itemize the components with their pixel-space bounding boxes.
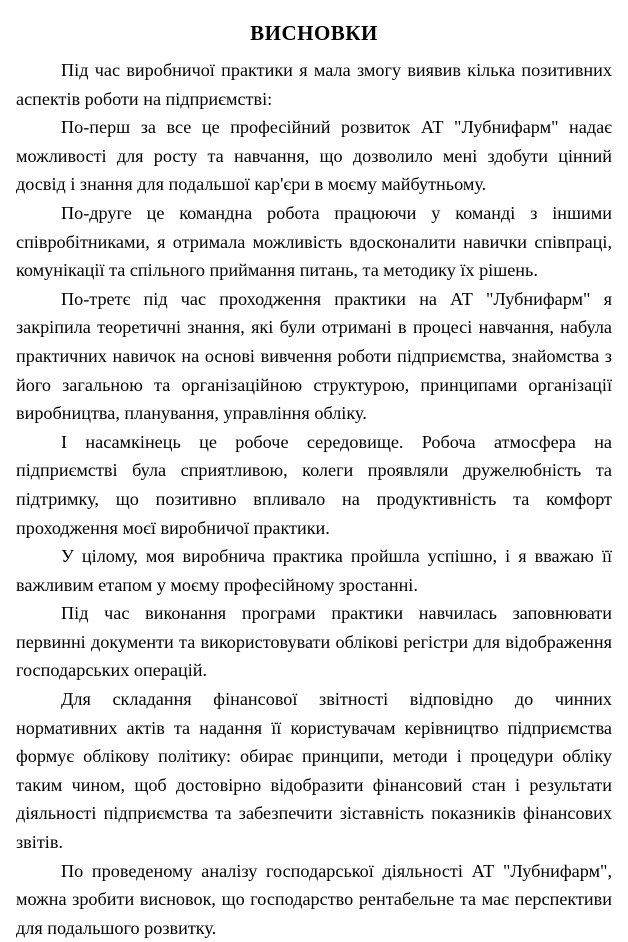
paragraph-summary: У цілому, моя виробнича практика пройшла успішно, і я вважаю її важливим етапом у моєму професійному зростанні. (16, 546, 612, 595)
paragraph-conclusion: По проведеному аналізу господарської діяльності АТ "Лубнифарм", можна зробити висновок, що господарство рентабельне та має перспективи для подальшого розвитку. (16, 860, 612, 938)
paragraph-accounting-policy: Для складання фінансової звітності відповідно до чинних нормативних актів та надання її користувачам керівництво підприємства формує облікову політику: обирає принципи, методи і процедури обліку таким чином, щоб достовірно відобразити фінансовий стан і результати діяльності підприємства та забезпечити зіставність показників фінансових звітів. (16, 689, 612, 853)
paragraph-professional-growth: По-перш за все це професійний розвиток АТ "Лубнифарм" надає можливості для росту та навчання, що дозволило мені здобути цінний досвід і знання для подальшої кар'єри в моєму майбутньому. (16, 117, 612, 195)
paragraph-environment: І насамкінець це робоче середовище. Робоча атмосфера на підприємстві була сприятливою, колеги проявляли дружелюбність та підтримку, що позитивно впливало на продуктивність та комфорт проходження моєї виробничої практики. (16, 431, 612, 538)
paragraph-intro: Під час виробничої практики я мала змогу виявив кілька позитивних аспектів роботи на підприємстві: (16, 60, 612, 109)
paragraph-knowledge: По-третє під час проходження практики на АТ "Лубнифарм" я закріпила теоретичні знання, які були отримані в процесі навчання, набула практичних навичок на основі вивчення роботи підприємства, знайомства з його загальною та організаційною структурою, принципами організації виробництва, планування, управління обліку. (16, 288, 612, 424)
paragraph-teamwork: По-друге це командна робота працюючи у команді з іншими співробітниками, я отримала можливість вдосконалити навички співпраці, комунікації та спільного приймання питань, та методику їх рішень. (16, 202, 612, 281)
document-page (16, 18, 612, 942)
page-title: ВИСНОВКИ (250, 21, 378, 45)
paragraph-documents: Під час виконання програми практики навчилась заповнювати первинні документи та використовувати облікові регістри для відображення господарських операцій. (16, 603, 612, 681)
